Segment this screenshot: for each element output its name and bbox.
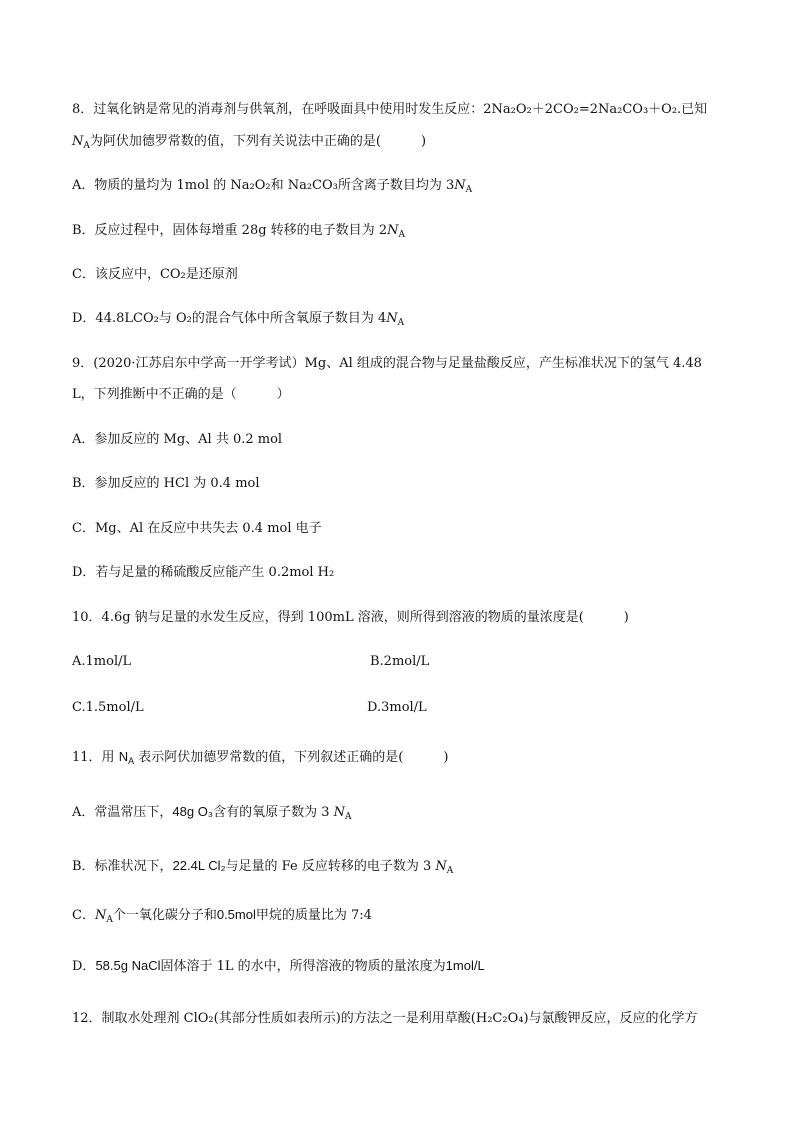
q11-stem-text: 11．用 xyxy=(72,750,115,765)
q8-option-d xyxy=(72,310,404,332)
q8-stem-text-b: .已知 xyxy=(677,102,708,117)
q11-option-b-text-b: 与足量的 Fe 反应转移的电子数为 3 xyxy=(225,859,432,874)
na-subscript: A xyxy=(345,812,352,822)
na-subscript: A xyxy=(106,915,113,925)
q11-option-d-formula: 58.5g NaCl xyxy=(95,958,161,973)
na-subscript: A xyxy=(397,318,405,328)
q11-option-c-text: C． xyxy=(72,908,95,923)
q8-option-c-text: C．该反应中，CO₂是还原剂 xyxy=(72,267,238,282)
na-symbol: N xyxy=(435,859,447,874)
q9-option-c-text: C．Mg、Al 在反应中共失去 0.4 mol 电子 xyxy=(72,521,322,536)
na-subscript: A xyxy=(446,866,454,876)
q8-option-c xyxy=(72,266,238,284)
q10-option-c: C.1.5mol/L xyxy=(72,700,144,715)
q8-stem-text-c: 为阿伏加德罗常数的值，下列有关说法中正确的是( xyxy=(89,134,381,149)
na-symbol: N xyxy=(94,908,107,923)
q8-option-b-text: B．反应过程中，固体每增重 28g 转移的电子数目为 2 xyxy=(72,223,388,238)
q10-option-a: A.1mol/L xyxy=(72,654,132,669)
q8-stem-line2 xyxy=(72,133,426,155)
q10-stem-text: 10．4.6g 钠与足量的水发生反应，得到 100mL 溶液，则所得到溶液的物质的量浓度是( xyxy=(72,610,584,625)
q9-option-c xyxy=(72,520,322,538)
na-symbol: N xyxy=(118,749,129,764)
q8-equation: 2Na₂O₂＋2CO₂=2Na₂CO₃＋O₂ xyxy=(483,102,678,117)
q11-option-b xyxy=(72,857,453,880)
q8-stem-text: 8．过氧化钠是常见的消毒剂与供氧剂，在呼吸面具中使用时发生反应： xyxy=(72,102,484,117)
q10-stem xyxy=(72,609,629,627)
na-symbol: N xyxy=(386,311,398,326)
q9-stem-text: 9．(2020·江苏启东中学高一开学考试）Mg、Al 组成的混合物与足量盐酸反应，产生标准状况下的氢气 4.48 xyxy=(72,356,702,371)
q11-close-paren: ) xyxy=(443,750,449,765)
q8-option-d-text: D．44.8LCO₂与 O₂的混合气体中所含氧原子数目为 4 xyxy=(72,311,387,326)
q12-stem xyxy=(72,1010,698,1028)
q10-close-paren: ) xyxy=(623,610,629,625)
q9-stem-line1 xyxy=(72,355,702,373)
q8-option-b xyxy=(72,222,405,244)
q11-option-a-formula: 48g O₃ xyxy=(172,804,214,819)
q11-option-a-text-b: 含有的氧原子数为 3 xyxy=(213,805,330,820)
q9-option-b-text: B．参加反应的 HCl 为 0.4 mol xyxy=(72,476,260,491)
q9-option-a-text: A．参加反应的 Mg、Al 共 0.2 mol xyxy=(72,432,283,447)
q11-option-a xyxy=(72,803,352,826)
na-subscript: A xyxy=(128,756,135,766)
na-subscript: A xyxy=(465,185,473,195)
q9-option-b xyxy=(72,475,260,493)
q12-stem-text: 12．制取水处理剂 ClO₂(其部分性质如表所示)的方法之一是利用草酸(H₂C₂O₄)与氯酸钾反应，反应的化学方 xyxy=(72,1011,698,1026)
q11-option-c-text-c: 甲烷的质量比为 7:4 xyxy=(255,908,372,923)
q8-option-a xyxy=(72,177,472,199)
q10-options-row1 xyxy=(72,653,430,671)
na-symbol: N xyxy=(454,178,466,193)
na-subscript: A xyxy=(83,141,90,151)
q10-option-d: D.3mol/L xyxy=(367,700,427,715)
q11-option-d xyxy=(72,957,485,976)
na-symbol: N xyxy=(333,805,346,820)
q8-close-paren: ) xyxy=(420,134,427,149)
q9-close-paren: ） xyxy=(276,387,290,402)
q9-option-d xyxy=(72,564,334,582)
q11-option-c-text-b: 个一氧化碳分子和 xyxy=(112,908,217,923)
q10-options-row2 xyxy=(72,699,427,717)
q11-option-b-formula: 22.4L Cl₂ xyxy=(172,858,226,873)
q11-option-d-text: D． xyxy=(72,959,96,974)
q11-option-c xyxy=(72,906,372,929)
q9-stem-line2 xyxy=(72,386,290,404)
q11-option-b-text: B．标准状况下， xyxy=(72,859,173,874)
q9-stem-text-b: L，下列推断中不正确的是（ xyxy=(72,387,237,402)
q8-option-a-text: A．物质的量均为 1mol 的 Na₂O₂和 Na₂CO₃所含离子数目均为 3 xyxy=(72,178,455,193)
q9-option-d-text: D．若与足量的稀硫酸反应能产生 0.2mol H₂ xyxy=(72,565,335,580)
q9-option-a xyxy=(72,431,282,449)
na-symbol: N xyxy=(387,223,399,238)
q11-option-a-text: A．常温常压下， xyxy=(72,805,173,820)
q8-stem-line1 xyxy=(72,101,707,119)
na-subscript: A xyxy=(398,230,405,240)
q11-option-d-text-b: 固体溶于 1L 的水中，所得溶液的物质的量浓度为 xyxy=(160,959,446,974)
q11-stem-text-b: 表示阿伏加德罗常数的值，下列叙述正确的是( xyxy=(138,750,404,765)
q11-option-d-conc: 1mol/L xyxy=(445,958,485,973)
q11-stem xyxy=(72,748,448,770)
q10-option-b: B.2mol/L xyxy=(370,654,430,669)
q11-option-c-amount: 0.5mol xyxy=(216,907,256,922)
na-symbol: N xyxy=(72,134,84,149)
